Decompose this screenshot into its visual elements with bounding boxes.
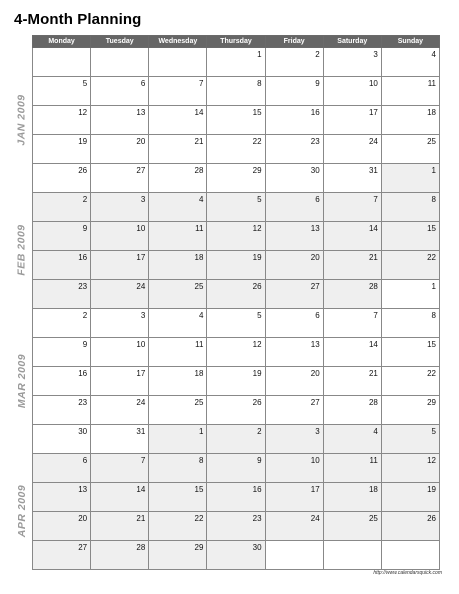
day-cell[interactable] bbox=[33, 483, 91, 512]
day-cell[interactable] bbox=[91, 280, 149, 309]
day-cell[interactable] bbox=[207, 48, 265, 77]
day-cell[interactable] bbox=[149, 338, 207, 367]
day-number: 11 bbox=[369, 456, 378, 465]
day-cell[interactable] bbox=[265, 425, 323, 454]
page-title: 4-Month Planning bbox=[14, 11, 142, 28]
day-cell[interactable] bbox=[91, 164, 149, 193]
day-cell[interactable] bbox=[381, 77, 439, 106]
day-number: 18 bbox=[194, 369, 204, 378]
day-cell[interactable] bbox=[33, 164, 91, 193]
week-row bbox=[33, 106, 440, 135]
day-number: 15 bbox=[194, 485, 204, 494]
day-number: 14 bbox=[136, 485, 146, 494]
day-cell[interactable] bbox=[207, 280, 265, 309]
day-cell[interactable] bbox=[323, 367, 381, 396]
day-number: 16 bbox=[252, 485, 262, 494]
calendar-grid bbox=[32, 35, 440, 570]
day-number: 19 bbox=[427, 485, 436, 494]
day-cell[interactable] bbox=[323, 251, 381, 280]
day-number: 4 bbox=[198, 195, 204, 204]
day-cell[interactable] bbox=[323, 396, 381, 425]
day-cell[interactable] bbox=[381, 338, 439, 367]
day-cell[interactable] bbox=[91, 77, 149, 106]
day-number: 28 bbox=[194, 166, 204, 175]
day-number: 11 bbox=[427, 79, 436, 88]
day-number bbox=[382, 541, 439, 543]
day-cell[interactable] bbox=[91, 454, 149, 483]
day-number: 25 bbox=[368, 514, 378, 523]
day-cell[interactable] bbox=[33, 454, 91, 483]
day-number: 2 bbox=[257, 427, 262, 436]
day-cell[interactable] bbox=[91, 396, 149, 425]
day-cell[interactable] bbox=[91, 48, 149, 77]
day-cell[interactable] bbox=[91, 338, 149, 367]
weekday-header-tuesday: Tuesday bbox=[91, 36, 149, 48]
day-number: 17 bbox=[136, 253, 146, 262]
day-number: 21 bbox=[136, 514, 146, 523]
day-number: 27 bbox=[310, 282, 320, 291]
day-cell[interactable] bbox=[33, 367, 91, 396]
week-row bbox=[33, 541, 440, 570]
day-number: 17 bbox=[310, 485, 320, 494]
day-number: 23 bbox=[78, 398, 88, 407]
day-number: 17 bbox=[136, 369, 146, 378]
month-label bbox=[12, 308, 32, 453]
day-number: 12 bbox=[252, 340, 262, 349]
month-label-text: APR 2009 bbox=[16, 484, 29, 538]
day-number: 1 bbox=[257, 50, 262, 59]
day-cell[interactable] bbox=[323, 135, 381, 164]
day-number: 22 bbox=[252, 137, 262, 146]
day-cell[interactable] bbox=[33, 541, 91, 570]
day-cell[interactable] bbox=[323, 483, 381, 512]
day-cell[interactable] bbox=[149, 425, 207, 454]
day-number bbox=[266, 541, 323, 543]
day-number: 19 bbox=[252, 253, 262, 262]
month-label bbox=[12, 192, 32, 308]
day-cell[interactable] bbox=[381, 425, 439, 454]
day-cell[interactable] bbox=[207, 338, 265, 367]
day-cell[interactable] bbox=[381, 106, 439, 135]
week-row bbox=[33, 425, 440, 454]
day-cell[interactable] bbox=[149, 135, 207, 164]
day-cell[interactable] bbox=[149, 309, 207, 338]
week-row bbox=[33, 396, 440, 425]
day-cell[interactable] bbox=[381, 396, 439, 425]
day-number: 22 bbox=[427, 253, 436, 262]
day-cell[interactable] bbox=[91, 251, 149, 280]
day-cell[interactable] bbox=[323, 425, 381, 454]
day-number: 12 bbox=[252, 224, 262, 233]
day-number: 4 bbox=[431, 50, 436, 59]
weekday-header-wednesday: Wednesday bbox=[149, 36, 207, 48]
day-number: 29 bbox=[252, 166, 262, 175]
day-number: 24 bbox=[310, 514, 320, 523]
day-number: 6 bbox=[315, 311, 320, 320]
day-number: 2 bbox=[315, 50, 320, 59]
day-number: 2 bbox=[82, 195, 88, 204]
day-number: 21 bbox=[194, 137, 204, 146]
day-number: 30 bbox=[310, 166, 320, 175]
day-number: 20 bbox=[310, 253, 320, 262]
day-cell[interactable] bbox=[207, 483, 265, 512]
day-cell[interactable] bbox=[265, 48, 323, 77]
day-number: 8 bbox=[198, 456, 204, 465]
week-row bbox=[33, 280, 440, 309]
day-number: 26 bbox=[427, 514, 436, 523]
week-row bbox=[33, 454, 440, 483]
day-number: 27 bbox=[310, 398, 320, 407]
day-number: 10 bbox=[136, 224, 146, 233]
day-number: 25 bbox=[194, 282, 204, 291]
day-cell[interactable] bbox=[207, 541, 265, 570]
day-cell[interactable] bbox=[91, 425, 149, 454]
day-number: 14 bbox=[368, 340, 378, 349]
day-cell[interactable] bbox=[323, 222, 381, 251]
day-number: 12 bbox=[78, 108, 88, 117]
day-number: 18 bbox=[368, 485, 378, 494]
day-number: 4 bbox=[198, 311, 204, 320]
day-number bbox=[149, 48, 206, 50]
day-number: 1 bbox=[431, 166, 436, 175]
day-number: 17 bbox=[368, 108, 378, 117]
week-row bbox=[33, 164, 440, 193]
day-number: 3 bbox=[373, 50, 378, 59]
day-number: 9 bbox=[82, 224, 88, 233]
day-number: 15 bbox=[427, 224, 436, 233]
day-cell[interactable] bbox=[91, 135, 149, 164]
day-number: 10 bbox=[368, 79, 378, 88]
day-cell[interactable] bbox=[265, 77, 323, 106]
day-cell[interactable] bbox=[265, 193, 323, 222]
day-number: 15 bbox=[427, 340, 436, 349]
day-number: 22 bbox=[194, 514, 204, 523]
day-cell[interactable] bbox=[149, 77, 207, 106]
day-cell[interactable] bbox=[323, 454, 381, 483]
day-number: 18 bbox=[194, 253, 204, 262]
day-cell[interactable] bbox=[265, 280, 323, 309]
day-cell[interactable] bbox=[33, 106, 91, 135]
footer-url: http://www.calendarsquick.com bbox=[373, 570, 442, 576]
day-cell[interactable] bbox=[149, 193, 207, 222]
day-number: 5 bbox=[257, 311, 262, 320]
day-cell[interactable] bbox=[207, 164, 265, 193]
day-cell[interactable] bbox=[265, 483, 323, 512]
day-cell[interactable] bbox=[91, 106, 149, 135]
day-number: 6 bbox=[82, 456, 88, 465]
day-number bbox=[33, 48, 90, 50]
day-number: 3 bbox=[140, 195, 146, 204]
day-cell[interactable] bbox=[381, 483, 439, 512]
day-number: 15 bbox=[252, 108, 262, 117]
day-cell[interactable] bbox=[33, 338, 91, 367]
day-cell[interactable] bbox=[207, 135, 265, 164]
day-cell[interactable] bbox=[207, 425, 265, 454]
week-row bbox=[33, 251, 440, 280]
day-number: 13 bbox=[136, 108, 146, 117]
week-row bbox=[33, 193, 440, 222]
day-number: 14 bbox=[194, 108, 204, 117]
calendar-body bbox=[33, 48, 440, 570]
day-number: 21 bbox=[368, 369, 378, 378]
day-cell[interactable] bbox=[323, 309, 381, 338]
month-label-text: JAN 2009 bbox=[16, 93, 28, 146]
day-cell[interactable] bbox=[33, 77, 91, 106]
day-number: 7 bbox=[140, 456, 146, 465]
day-cell[interactable] bbox=[323, 280, 381, 309]
day-number: 3 bbox=[315, 427, 320, 436]
day-cell[interactable] bbox=[33, 280, 91, 309]
day-cell[interactable] bbox=[381, 280, 439, 309]
week-row bbox=[33, 367, 440, 396]
day-number: 30 bbox=[252, 543, 262, 552]
day-number: 29 bbox=[427, 398, 436, 407]
day-cell[interactable] bbox=[323, 338, 381, 367]
day-cell[interactable] bbox=[33, 48, 91, 77]
day-number: 16 bbox=[78, 369, 88, 378]
day-number: 25 bbox=[427, 137, 436, 146]
day-number: 16 bbox=[310, 108, 320, 117]
day-number: 29 bbox=[194, 543, 204, 552]
day-cell[interactable] bbox=[33, 251, 91, 280]
day-number: 8 bbox=[431, 195, 436, 204]
day-number: 9 bbox=[82, 340, 88, 349]
day-cell[interactable] bbox=[91, 193, 149, 222]
day-cell[interactable] bbox=[149, 251, 207, 280]
day-cell[interactable] bbox=[381, 512, 439, 541]
day-number: 31 bbox=[368, 166, 378, 175]
day-number: 7 bbox=[198, 79, 204, 88]
day-number: 28 bbox=[368, 282, 378, 291]
day-cell[interactable] bbox=[33, 512, 91, 541]
day-cell[interactable] bbox=[323, 512, 381, 541]
day-cell[interactable] bbox=[207, 454, 265, 483]
day-cell[interactable] bbox=[323, 77, 381, 106]
day-cell[interactable] bbox=[91, 483, 149, 512]
day-number: 14 bbox=[368, 224, 378, 233]
day-cell[interactable] bbox=[265, 251, 323, 280]
day-cell[interactable] bbox=[149, 454, 207, 483]
day-cell[interactable] bbox=[149, 106, 207, 135]
day-cell[interactable] bbox=[265, 135, 323, 164]
week-row bbox=[33, 512, 440, 541]
day-number: 24 bbox=[136, 282, 146, 291]
day-number: 11 bbox=[195, 224, 204, 233]
day-cell[interactable] bbox=[207, 309, 265, 338]
day-number: 20 bbox=[136, 137, 146, 146]
day-number: 3 bbox=[140, 311, 146, 320]
day-cell[interactable] bbox=[323, 106, 381, 135]
day-cell[interactable] bbox=[265, 396, 323, 425]
day-number: 16 bbox=[78, 253, 88, 262]
day-number: 24 bbox=[136, 398, 146, 407]
weekday-header-friday: Friday bbox=[265, 36, 323, 48]
day-number: 27 bbox=[78, 543, 88, 552]
day-number: 4 bbox=[373, 427, 378, 436]
day-number: 22 bbox=[427, 369, 436, 378]
day-cell[interactable] bbox=[33, 193, 91, 222]
day-cell[interactable] bbox=[91, 367, 149, 396]
day-number: 5 bbox=[257, 195, 262, 204]
day-number: 23 bbox=[310, 137, 320, 146]
day-cell[interactable] bbox=[265, 512, 323, 541]
day-cell[interactable] bbox=[33, 396, 91, 425]
day-cell[interactable] bbox=[265, 309, 323, 338]
day-cell[interactable] bbox=[149, 367, 207, 396]
day-cell[interactable] bbox=[33, 425, 91, 454]
day-number bbox=[91, 48, 148, 50]
month-label bbox=[12, 47, 32, 192]
day-cell[interactable] bbox=[265, 367, 323, 396]
day-number: 19 bbox=[78, 137, 88, 146]
day-cell[interactable] bbox=[265, 541, 323, 570]
day-cell[interactable] bbox=[323, 541, 381, 570]
day-number: 10 bbox=[310, 456, 320, 465]
day-number: 12 bbox=[427, 456, 436, 465]
month-label-text: MAR 2009 bbox=[16, 353, 29, 408]
day-number: 1 bbox=[431, 282, 436, 291]
month-label bbox=[12, 453, 32, 569]
day-cell[interactable] bbox=[265, 164, 323, 193]
day-number: 9 bbox=[257, 456, 262, 465]
week-row bbox=[33, 338, 440, 367]
day-cell[interactable] bbox=[33, 135, 91, 164]
day-cell[interactable] bbox=[149, 396, 207, 425]
week-row bbox=[33, 135, 440, 164]
day-cell[interactable] bbox=[149, 541, 207, 570]
day-cell[interactable] bbox=[91, 512, 149, 541]
week-row bbox=[33, 309, 440, 338]
day-number: 13 bbox=[310, 224, 320, 233]
day-number: 6 bbox=[315, 195, 320, 204]
day-cell[interactable] bbox=[207, 77, 265, 106]
day-number: 26 bbox=[252, 282, 262, 291]
day-number: 5 bbox=[431, 427, 436, 436]
day-number: 28 bbox=[368, 398, 378, 407]
day-number: 20 bbox=[310, 369, 320, 378]
month-label-text: FEB 2009 bbox=[16, 224, 28, 276]
week-row bbox=[33, 483, 440, 512]
day-number: 11 bbox=[195, 340, 204, 349]
day-number: 20 bbox=[78, 514, 88, 523]
day-number: 10 bbox=[136, 340, 146, 349]
week-row bbox=[33, 77, 440, 106]
day-number: 8 bbox=[257, 79, 262, 88]
day-number: 27 bbox=[136, 166, 146, 175]
day-cell[interactable] bbox=[207, 106, 265, 135]
day-cell[interactable] bbox=[381, 48, 439, 77]
day-cell[interactable] bbox=[149, 48, 207, 77]
day-cell[interactable] bbox=[207, 193, 265, 222]
weekday-header-sunday: Sunday bbox=[381, 36, 439, 48]
week-row bbox=[33, 48, 440, 77]
day-cell[interactable] bbox=[381, 193, 439, 222]
weekday-header-thursday: Thursday bbox=[207, 36, 265, 48]
day-number: 13 bbox=[310, 340, 320, 349]
day-number: 5 bbox=[82, 79, 88, 88]
day-number: 19 bbox=[252, 369, 262, 378]
day-cell[interactable] bbox=[149, 512, 207, 541]
day-number: 2 bbox=[82, 311, 88, 320]
day-number: 7 bbox=[373, 195, 378, 204]
day-cell[interactable] bbox=[265, 338, 323, 367]
day-cell[interactable] bbox=[33, 309, 91, 338]
day-number: 7 bbox=[373, 311, 378, 320]
day-cell[interactable] bbox=[323, 164, 381, 193]
day-cell[interactable] bbox=[33, 222, 91, 251]
day-number: 31 bbox=[136, 427, 146, 436]
day-number: 18 bbox=[427, 108, 436, 117]
day-cell[interactable] bbox=[381, 135, 439, 164]
day-cell[interactable] bbox=[149, 222, 207, 251]
week-row bbox=[33, 222, 440, 251]
day-number: 23 bbox=[252, 514, 262, 523]
weekday-header-saturday: Saturday bbox=[323, 36, 381, 48]
day-cell[interactable] bbox=[207, 251, 265, 280]
day-cell[interactable] bbox=[323, 193, 381, 222]
day-number: 28 bbox=[136, 543, 146, 552]
day-number: 24 bbox=[368, 137, 378, 146]
day-cell[interactable] bbox=[91, 222, 149, 251]
day-number: 23 bbox=[78, 282, 88, 291]
day-number: 9 bbox=[315, 79, 320, 88]
day-cell[interactable] bbox=[323, 48, 381, 77]
day-number: 26 bbox=[78, 166, 88, 175]
day-cell[interactable] bbox=[381, 309, 439, 338]
day-number: 1 bbox=[198, 427, 204, 436]
day-cell[interactable] bbox=[149, 280, 207, 309]
day-cell[interactable] bbox=[149, 164, 207, 193]
day-cell[interactable] bbox=[381, 454, 439, 483]
day-cell[interactable] bbox=[149, 483, 207, 512]
day-cell[interactable] bbox=[381, 541, 439, 570]
day-number: 6 bbox=[140, 79, 146, 88]
day-cell[interactable] bbox=[207, 512, 265, 541]
day-number: 30 bbox=[78, 427, 88, 436]
day-cell[interactable] bbox=[265, 454, 323, 483]
day-cell[interactable] bbox=[91, 309, 149, 338]
day-number: 21 bbox=[368, 253, 378, 262]
day-number: 13 bbox=[78, 485, 88, 494]
day-cell[interactable] bbox=[207, 222, 265, 251]
day-number: 26 bbox=[252, 398, 262, 407]
day-cell[interactable] bbox=[207, 396, 265, 425]
day-cell[interactable] bbox=[91, 541, 149, 570]
day-cell[interactable] bbox=[381, 164, 439, 193]
day-cell[interactable] bbox=[381, 367, 439, 396]
day-number bbox=[324, 541, 381, 543]
day-number: 25 bbox=[194, 398, 204, 407]
weekday-header-monday: Monday bbox=[33, 36, 91, 48]
day-number: 8 bbox=[431, 311, 436, 320]
day-cell[interactable] bbox=[265, 222, 323, 251]
day-cell[interactable] bbox=[265, 106, 323, 135]
day-cell[interactable] bbox=[381, 222, 439, 251]
weekday-header-row bbox=[33, 36, 440, 48]
day-cell[interactable] bbox=[381, 251, 439, 280]
day-cell[interactable] bbox=[207, 367, 265, 396]
